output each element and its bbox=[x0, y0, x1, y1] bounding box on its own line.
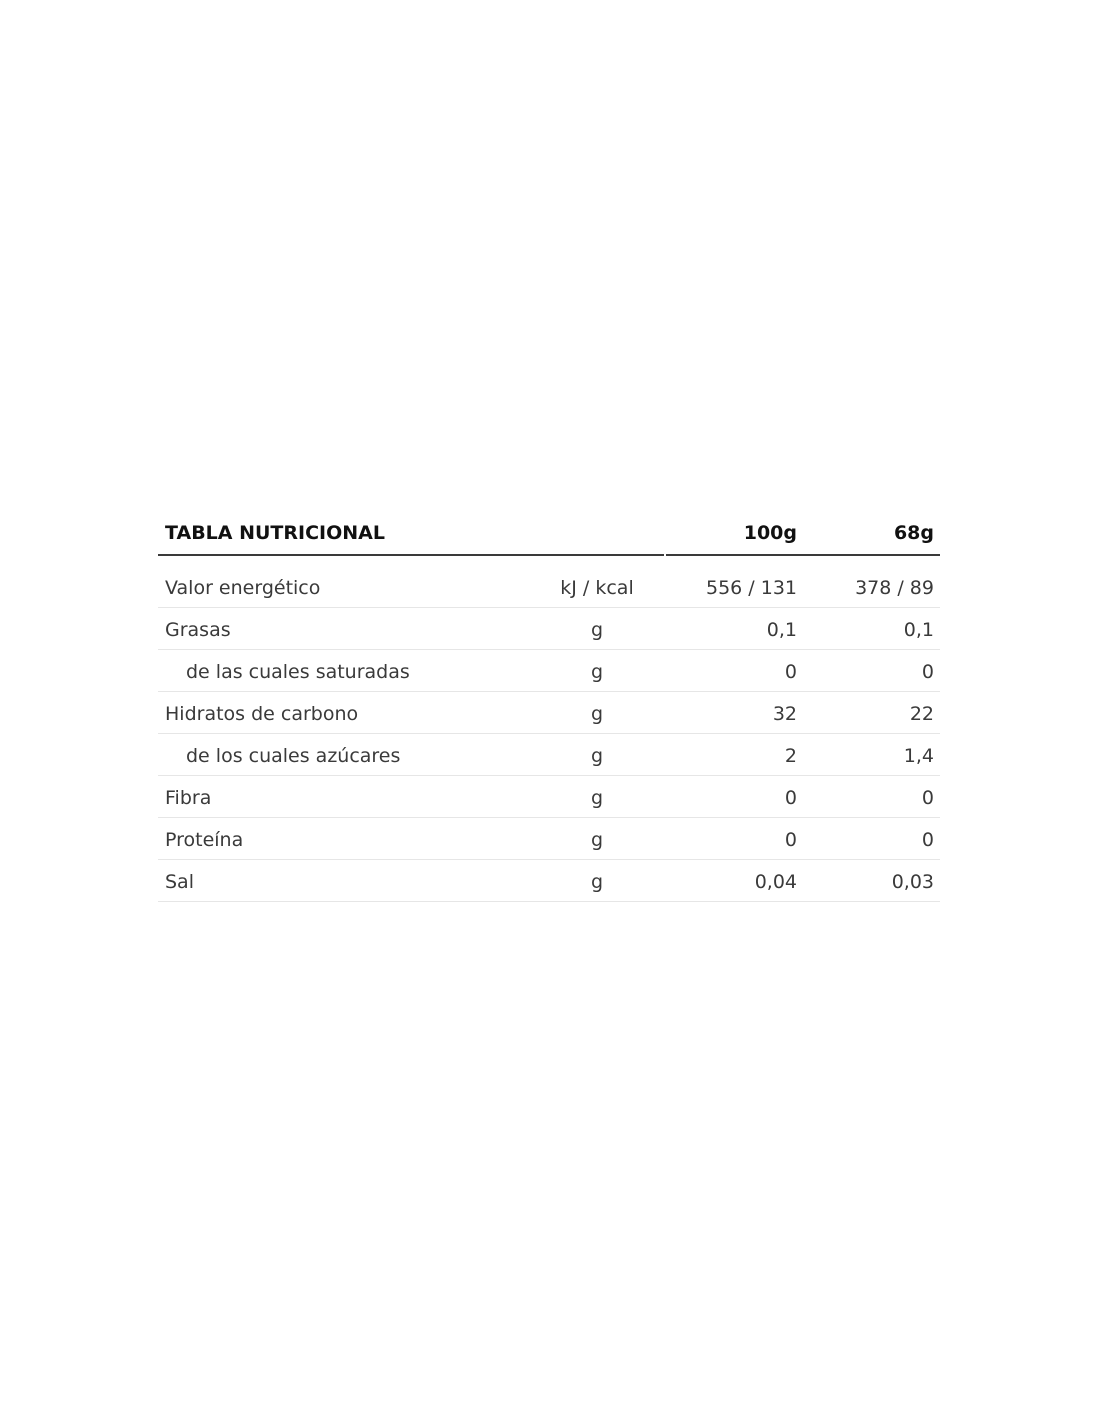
header-divider bbox=[158, 554, 940, 556]
header-divider-left bbox=[158, 554, 664, 556]
value-100g: 32 bbox=[772, 703, 797, 725]
value-portion: 1,4 bbox=[903, 745, 934, 767]
unit-text: g bbox=[590, 829, 604, 851]
value-100g: 0 bbox=[784, 787, 797, 809]
value-100g: 556 / 131 bbox=[705, 577, 797, 599]
table-body bbox=[158, 556, 940, 902]
nutrition-table bbox=[158, 512, 940, 902]
value-100g: 0,04 bbox=[754, 871, 797, 893]
column-header-portion: 68g bbox=[893, 522, 934, 544]
unit-text: g bbox=[590, 661, 604, 683]
value-portion: 0 bbox=[921, 829, 934, 851]
nutrient-name: Proteína bbox=[165, 829, 244, 851]
nutrient-name: de las cuales saturadas bbox=[186, 661, 410, 683]
value-portion: 0,1 bbox=[903, 619, 934, 641]
nutrient-name: Sal bbox=[165, 871, 194, 893]
nutrient-name: Hidratos de carbono bbox=[165, 703, 359, 725]
value-100g: 0,1 bbox=[766, 619, 797, 641]
table-title: TABLA NUTRICIONAL bbox=[165, 522, 385, 544]
value-portion: 378 / 89 bbox=[855, 577, 934, 599]
value-portion: 0,03 bbox=[891, 871, 934, 893]
nutrient-name: de los cuales azúcares bbox=[186, 745, 401, 767]
value-portion: 0 bbox=[921, 661, 934, 683]
value-portion: 0 bbox=[921, 787, 934, 809]
unit-text: g bbox=[590, 787, 604, 809]
unit-text: g bbox=[590, 745, 604, 767]
column-header-100g: 100g bbox=[743, 522, 797, 544]
table-row bbox=[158, 692, 940, 734]
table-row bbox=[158, 608, 940, 650]
table-row bbox=[158, 734, 940, 776]
unit-text: g bbox=[590, 703, 604, 725]
unit-text: g bbox=[590, 619, 604, 641]
value-100g: 0 bbox=[784, 661, 797, 683]
nutrient-name: Grasas bbox=[165, 619, 231, 641]
nutrient-name: Fibra bbox=[165, 787, 212, 809]
header-divider-right bbox=[666, 554, 940, 556]
table-row bbox=[158, 566, 940, 608]
table-row bbox=[158, 818, 940, 860]
value-100g: 0 bbox=[784, 829, 797, 851]
value-100g: 2 bbox=[784, 745, 797, 767]
unit-text: kJ / kcal bbox=[560, 577, 634, 599]
nutrient-name: Valor energético bbox=[165, 577, 321, 599]
unit-text: g bbox=[590, 871, 604, 893]
table-header bbox=[158, 512, 940, 554]
table-row bbox=[158, 860, 940, 902]
value-portion: 22 bbox=[909, 703, 934, 725]
table-row bbox=[158, 776, 940, 818]
table-row bbox=[158, 650, 940, 692]
